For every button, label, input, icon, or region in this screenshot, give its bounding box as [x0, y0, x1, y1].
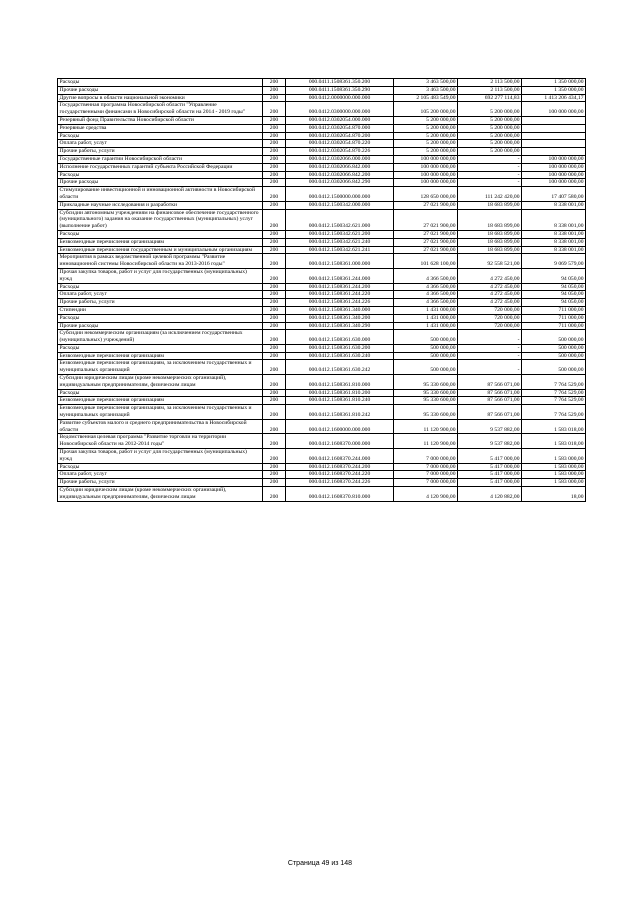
row-executed-cell: 5 200 000,00	[458, 124, 522, 132]
row-executed-cell: -	[458, 344, 522, 352]
table-row	[58, 209, 586, 230]
row-kbk-cell: 000.0412.0302066.842.200	[286, 171, 394, 179]
table-row	[58, 268, 586, 283]
row-code-cell: 200	[263, 352, 286, 360]
row-name-cell: Прочие работы, услуги	[58, 299, 263, 307]
row-approved-cell: 1 431 000,00	[394, 306, 458, 314]
table-row	[58, 360, 586, 375]
row-kbk-cell: 000.0412.1508361.630.000	[286, 330, 394, 345]
row-code-cell: 200	[263, 449, 286, 464]
row-executed-cell: 18 683 899,00	[458, 246, 522, 254]
row-kbk-cell: 000.0412.1508361.000.000	[286, 254, 394, 269]
row-unexecuted-cell	[522, 148, 586, 156]
row-executed-cell: 111 242 420,00	[458, 187, 522, 202]
row-approved-cell: 4 366 500,00	[394, 291, 458, 299]
row-executed-cell: -	[458, 330, 522, 345]
row-kbk-cell: 000.0412.0302066.842.000	[286, 163, 394, 171]
row-unexecuted-cell: 500 000,00	[522, 330, 586, 345]
row-executed-cell: 4 272 450,00	[458, 291, 522, 299]
table-row	[58, 102, 586, 117]
table-row	[58, 405, 586, 420]
row-unexecuted-cell: 711 000,00	[522, 314, 586, 322]
row-kbk-cell: 000.0412.1608370.244.200	[286, 463, 394, 471]
row-kbk-cell: 000.0412.1500342.621.240	[286, 238, 394, 246]
row-executed-cell: 9 537 882,00	[458, 434, 522, 449]
row-name-cell: Развитие субъектов малого и среднего предпринимательства в Новосибирской области	[58, 419, 263, 434]
row-kbk-cell: 000.0412.1608370.244.000	[286, 449, 394, 464]
row-name-cell: Расходы	[58, 314, 263, 322]
table-row	[58, 479, 586, 487]
row-unexecuted-cell: 7 764 529,00	[522, 375, 586, 390]
row-approved-cell: 27 021 900,00	[394, 230, 458, 238]
row-kbk-cell: 000.0412.1500342.621.000	[286, 209, 394, 230]
row-name-cell: Прочие работы, услуги	[58, 479, 263, 487]
row-name-cell: Прочая закупка товаров, работ и услуг для государственных (муниципальных) нужд	[58, 449, 263, 464]
row-unexecuted-cell: 100 000 000,00	[522, 163, 586, 171]
row-executed-cell: 87 566 071,00	[458, 397, 522, 405]
row-unexecuted-cell: 94 050,00	[522, 291, 586, 299]
row-name-cell: Расходы	[58, 463, 263, 471]
row-approved-cell: 95 330 600,00	[394, 389, 458, 397]
row-kbk-cell: 000.0412.1508361.630.242	[286, 360, 394, 375]
row-approved-cell: 5 200 000,00	[394, 116, 458, 124]
row-unexecuted-cell: 18,00	[522, 487, 586, 502]
row-kbk-cell: 000.0412.0302054.870.000	[286, 124, 394, 132]
budget-table-page	[57, 78, 585, 502]
row-name-cell: Другие вопросы в области национальной экономики	[58, 94, 263, 102]
row-code-cell: 200	[263, 268, 286, 283]
row-approved-cell: 1 431 000,00	[394, 314, 458, 322]
row-unexecuted-cell: 100 000 000,00	[522, 155, 586, 163]
row-unexecuted-cell: 94 050,00	[522, 283, 586, 291]
row-name-cell: Субсидии некоммерческим организациям (за исключением государственных (муниципальных) учреждений)	[58, 330, 263, 345]
row-approved-cell: 27 021 900,00	[394, 209, 458, 230]
row-executed-cell: 5 200 000,00	[458, 132, 522, 140]
row-unexecuted-cell: 94 050,00	[522, 299, 586, 307]
row-approved-cell: 11 120 900,00	[394, 434, 458, 449]
row-unexecuted-cell: 17 407 580,00	[522, 187, 586, 202]
row-approved-cell: 11 120 900,00	[394, 419, 458, 434]
row-approved-cell: 4 366 500,00	[394, 268, 458, 283]
row-code-cell: 200	[263, 79, 286, 87]
budget-execution-table	[57, 78, 586, 502]
row-kbk-cell: 000.0412.1508361.244.200	[286, 283, 394, 291]
row-executed-cell: 2 113 500,00	[458, 86, 522, 94]
row-approved-cell: 1 431 000,00	[394, 322, 458, 330]
row-approved-cell: 500 000,00	[394, 360, 458, 375]
row-code-cell: 200	[263, 299, 286, 307]
row-kbk-cell: 000.0412.1500342.000.000	[286, 201, 394, 209]
row-name-cell: Стимулирование инвестиционной и инновационной активности в Новосибирской области	[58, 187, 263, 202]
row-code-cell: 200	[263, 322, 286, 330]
row-executed-cell: -	[458, 360, 522, 375]
row-kbk-cell: 000.0412.1608370.244.226	[286, 479, 394, 487]
row-name-cell: Безвозмездные перечисления организациям, за исключением государственных и муниципальных организаций	[58, 360, 263, 375]
row-unexecuted-cell: 711 000,00	[522, 322, 586, 330]
row-executed-cell: 18 683 899,00	[458, 209, 522, 230]
row-executed-cell: 87 566 071,00	[458, 375, 522, 390]
row-code-cell: 200	[263, 230, 286, 238]
table-row	[58, 344, 586, 352]
row-unexecuted-cell: 1 350 000,00	[522, 79, 586, 87]
row-executed-cell: 87 566 071,00	[458, 389, 522, 397]
row-kbk-cell: 000.0412.1508361.810.200	[286, 389, 394, 397]
table-row	[58, 132, 586, 140]
table-row	[58, 116, 586, 124]
row-unexecuted-cell: 1 583 000,00	[522, 463, 586, 471]
row-approved-cell: 5 200 000,00	[394, 132, 458, 140]
row-unexecuted-cell: 1 413 206 434,17	[522, 94, 586, 102]
row-code-cell: 200	[263, 209, 286, 230]
row-executed-cell: 692 277 114,83	[458, 94, 522, 102]
row-name-cell: Государственные гарантии Новосибирской области	[58, 155, 263, 163]
row-approved-cell: 3 463 500,00	[394, 86, 458, 94]
table-row	[58, 314, 586, 322]
row-name-cell: Исполнение государственных гарантий субъекта Российской Федерации	[58, 163, 263, 171]
table-row	[58, 140, 586, 148]
row-kbk-cell: 000.0412.0302066.842.290	[286, 179, 394, 187]
table-row	[58, 330, 586, 345]
row-name-cell: Оплата работ, услуг	[58, 140, 263, 148]
row-approved-cell: 5 200 000,00	[394, 148, 458, 156]
row-approved-cell: 500 000,00	[394, 344, 458, 352]
table-row	[58, 201, 586, 209]
row-executed-cell: 5 200 000,00	[458, 148, 522, 156]
row-unexecuted-cell: 8 338 001,00	[522, 230, 586, 238]
row-approved-cell: 100 000 000,00	[394, 179, 458, 187]
table-row	[58, 463, 586, 471]
row-kbk-cell: 000.0412.1508361.244.226	[286, 299, 394, 307]
row-approved-cell: 5 200 000,00	[394, 124, 458, 132]
row-kbk-cell: 000.0412.1608370.810.000	[286, 487, 394, 502]
row-unexecuted-cell: 100 000 000,00	[522, 171, 586, 179]
row-executed-cell: 18 683 899,00	[458, 230, 522, 238]
row-executed-cell: 5 200 000,00	[458, 116, 522, 124]
table-row	[58, 283, 586, 291]
row-name-cell: Прочие расходы	[58, 322, 263, 330]
row-kbk-cell: 000.0412.1500342.621.200	[286, 230, 394, 238]
row-code-cell: 200	[263, 140, 286, 148]
row-name-cell: Резервный фонд Правительства Новосибирской области	[58, 116, 263, 124]
row-kbk-cell: 000.0412.0302054.870.200	[286, 132, 394, 140]
table-row	[58, 187, 586, 202]
row-unexecuted-cell: 8 338 001,00	[522, 201, 586, 209]
row-approved-cell: 4 120 900,00	[394, 487, 458, 502]
table-row	[58, 291, 586, 299]
row-code-cell: 200	[263, 179, 286, 187]
row-executed-cell: 4 120 882,00	[458, 487, 522, 502]
row-executed-cell: 4 272 450,00	[458, 268, 522, 283]
table-row	[58, 397, 586, 405]
row-executed-cell: 18 683 899,00	[458, 238, 522, 246]
row-name-cell: Государственная программа Новосибирской области "Управление государственными финансами в Новосибирской области на 2014 - 2019 годы"	[58, 102, 263, 117]
row-approved-cell: 100 000 000,00	[394, 155, 458, 163]
row-executed-cell: 2 113 500,00	[458, 79, 522, 87]
row-executed-cell: 9 537 882,00	[458, 419, 522, 434]
row-name-cell: Прочие расходы	[58, 179, 263, 187]
row-code-cell: 200	[263, 471, 286, 479]
row-code-cell: 200	[263, 102, 286, 117]
row-name-cell: Прикладные научные исследования и разработки	[58, 201, 263, 209]
row-unexecuted-cell: 1 583 000,00	[522, 449, 586, 464]
row-unexecuted-cell: 7 764 529,00	[522, 389, 586, 397]
row-approved-cell: 95 330 600,00	[394, 405, 458, 420]
row-name-cell: Стипендии	[58, 306, 263, 314]
row-kbk-cell: 000.0412.0302054.000.000	[286, 116, 394, 124]
row-kbk-cell: 000.0412.1608370.244.220	[286, 471, 394, 479]
row-unexecuted-cell: 8 338 001,00	[522, 209, 586, 230]
row-code-cell: 200	[263, 375, 286, 390]
row-code-cell: 200	[263, 434, 286, 449]
row-name-cell: Оплата работ, услуг	[58, 471, 263, 479]
table-row	[58, 487, 586, 502]
row-name-cell: Прочие работы, услуги	[58, 148, 263, 156]
row-unexecuted-cell: 94 050,00	[522, 268, 586, 283]
table-row	[58, 299, 586, 307]
row-unexecuted-cell: 100 000 000,00	[522, 179, 586, 187]
row-name-cell: Расходы	[58, 344, 263, 352]
row-approved-cell: 27 021 900,00	[394, 201, 458, 209]
row-kbk-cell: 000.0412.1608370.000.000	[286, 434, 394, 449]
row-name-cell: Расходы	[58, 283, 263, 291]
row-approved-cell: 4 366 500,00	[394, 283, 458, 291]
row-kbk-cell: 000.0411.1508361.350.200	[286, 79, 394, 87]
table-row	[58, 163, 586, 171]
row-unexecuted-cell: 9 069 579,00	[522, 254, 586, 269]
row-executed-cell: 720 000,00	[458, 322, 522, 330]
row-executed-cell: -	[458, 163, 522, 171]
table-row	[58, 238, 586, 246]
row-name-cell: Расходы	[58, 230, 263, 238]
row-code-cell: 200	[263, 94, 286, 102]
row-name-cell: Субсидии юридическим лицам (кроме некоммерческих организаций), индивидуальным предпринимателям, физическим лицам	[58, 487, 263, 502]
row-code-cell: 200	[263, 419, 286, 434]
row-name-cell: Субсидии юридическим лицам (кроме некоммерческих организаций), индивидуальным предпринимателям, физическим лицам	[58, 375, 263, 390]
row-kbk-cell: 000.0412.0302054.870.220	[286, 140, 394, 148]
row-code-cell: 200	[263, 330, 286, 345]
row-approved-cell: 4 366 500,00	[394, 299, 458, 307]
row-executed-cell: 720 000,00	[458, 314, 522, 322]
row-executed-cell: -	[458, 171, 522, 179]
row-unexecuted-cell: 500 000,00	[522, 360, 586, 375]
row-unexecuted-cell: 8 338 001,00	[522, 238, 586, 246]
row-executed-cell: 87 566 071,00	[458, 405, 522, 420]
table-row	[58, 86, 586, 94]
row-kbk-cell: 000.0412.1508361.630.240	[286, 352, 394, 360]
row-name-cell: Субсидии автономным учреждениям на финансовое обеспечение государственного (муниципального) задания на оказание государственных (муниципальных) услуг (выполнение работ)	[58, 209, 263, 230]
row-name-cell: Безвозмездные перечисления организациям	[58, 238, 263, 246]
row-kbk-cell: 000.0412.0300000.000.000	[286, 102, 394, 117]
row-name-cell: Расходы	[58, 171, 263, 179]
row-approved-cell: 128 650 000,00	[394, 187, 458, 202]
table-row	[58, 230, 586, 238]
row-code-cell: 200	[263, 246, 286, 254]
row-kbk-cell: 000.0412.0302066.000.000	[286, 155, 394, 163]
row-name-cell: Ведомственная целевая программа "Развитие торговли на территории Новосибирской области на 2012-2014 годы"	[58, 434, 263, 449]
row-code-cell: 200	[263, 389, 286, 397]
row-code-cell: 200	[263, 238, 286, 246]
row-kbk-cell: 000.0412.1500342.621.241	[286, 246, 394, 254]
row-code-cell: 200	[263, 291, 286, 299]
row-approved-cell: 2 105 483 549,00	[394, 94, 458, 102]
row-name-cell: Мероприятия в рамках ведомственной целевой программы "Развитие инновационной системы Новосибирской области на 2013-2016 годы"	[58, 254, 263, 269]
row-code-cell: 200	[263, 397, 286, 405]
page-footer: Страница 49 из 148	[287, 860, 353, 867]
row-approved-cell: 95 330 600,00	[394, 375, 458, 390]
row-kbk-cell: 000.0412.1508361.810.000	[286, 375, 394, 390]
table-row	[58, 254, 586, 269]
row-executed-cell: 18 683 899,00	[458, 201, 522, 209]
table-row	[58, 322, 586, 330]
row-code-cell: 200	[263, 155, 286, 163]
row-executed-cell: 5 417 000,00	[458, 479, 522, 487]
row-executed-cell: 5 200 000,00	[458, 140, 522, 148]
row-kbk-cell: 000.0412.1508361.244.220	[286, 291, 394, 299]
table-row	[58, 124, 586, 132]
row-approved-cell: 100 000 000,00	[394, 171, 458, 179]
row-code-cell: 200	[263, 124, 286, 132]
row-executed-cell: 4 272 450,00	[458, 283, 522, 291]
table-row	[58, 471, 586, 479]
row-executed-cell: 720 000,00	[458, 306, 522, 314]
row-name-cell: Прочие расходы	[58, 86, 263, 94]
row-kbk-cell: 000.0412.1508361.340.200	[286, 314, 394, 322]
row-unexecuted-cell: 500 000,00	[522, 352, 586, 360]
table-row	[58, 352, 586, 360]
row-approved-cell: 100 000 000,00	[394, 163, 458, 171]
row-executed-cell: 5 200 000,00	[458, 102, 522, 117]
row-executed-cell: -	[458, 179, 522, 187]
row-name-cell: Безвозмездные перечисления организациям, за исключением государственных и муниципальных организаций	[58, 405, 263, 420]
row-name-cell: Безвозмездные перечисления государственным и муниципальным организациям	[58, 246, 263, 254]
row-unexecuted-cell: 500 000,00	[522, 344, 586, 352]
row-executed-cell: 92 558 521,00	[458, 254, 522, 269]
row-unexecuted-cell: 8 338 001,00	[522, 246, 586, 254]
row-code-cell: 200	[263, 479, 286, 487]
row-approved-cell: 3 463 500,00	[394, 79, 458, 87]
row-unexecuted-cell: 1 583 000,00	[522, 471, 586, 479]
row-unexecuted-cell	[522, 116, 586, 124]
row-kbk-cell: 000.0412.1508361.810.240	[286, 397, 394, 405]
row-kbk-cell: 000.0412.1500000.000.000	[286, 187, 394, 202]
row-kbk-cell: 000.0412.1600000.000.000	[286, 419, 394, 434]
row-approved-cell: 7 000 000,00	[394, 463, 458, 471]
row-code-cell: 200	[263, 254, 286, 269]
row-executed-cell: 5 417 000,00	[458, 449, 522, 464]
row-code-cell: 200	[263, 201, 286, 209]
table-row	[58, 389, 586, 397]
row-approved-cell: 27 021 900,00	[394, 246, 458, 254]
table-row	[58, 375, 586, 390]
row-code-cell: 200	[263, 487, 286, 502]
table-body	[58, 79, 586, 502]
table-row	[58, 79, 586, 87]
table-row	[58, 449, 586, 464]
row-code-cell: 200	[263, 344, 286, 352]
row-approved-cell: 500 000,00	[394, 352, 458, 360]
row-kbk-cell: 000.0412.1508361.340.290	[286, 322, 394, 330]
row-name-cell: Безвозмездные перечисления организациям	[58, 352, 263, 360]
row-approved-cell: 95 330 600,00	[394, 397, 458, 405]
table-row	[58, 419, 586, 434]
row-executed-cell: -	[458, 155, 522, 163]
table-row	[58, 179, 586, 187]
row-code-cell: 200	[263, 163, 286, 171]
row-approved-cell: 500 000,00	[394, 330, 458, 345]
table-row	[58, 434, 586, 449]
row-code-cell: 200	[263, 283, 286, 291]
row-code-cell: 200	[263, 314, 286, 322]
row-code-cell: 200	[263, 132, 286, 140]
row-name-cell: Расходы	[58, 132, 263, 140]
table-row	[58, 246, 586, 254]
row-unexecuted-cell: 711 000,00	[522, 306, 586, 314]
row-kbk-cell: 000.0412.1508361.340.000	[286, 306, 394, 314]
table-row	[58, 306, 586, 314]
row-unexecuted-cell: 1 583 000,00	[522, 479, 586, 487]
row-code-cell: 200	[263, 116, 286, 124]
row-unexecuted-cell: 7 764 529,00	[522, 397, 586, 405]
row-approved-cell: 5 200 000,00	[394, 140, 458, 148]
row-kbk-cell: 000.0411.1508361.350.290	[286, 86, 394, 94]
row-code-cell: 200	[263, 86, 286, 94]
row-kbk-cell: 000.0412.1508361.244.000	[286, 268, 394, 283]
table-row	[58, 148, 586, 156]
row-code-cell: 200	[263, 360, 286, 375]
row-unexecuted-cell: 1 583 018,00	[522, 434, 586, 449]
row-unexecuted-cell: 100 000 000,00	[522, 102, 586, 117]
row-name-cell: Расходы	[58, 389, 263, 397]
row-approved-cell: 7 000 000,00	[394, 449, 458, 464]
table-row	[58, 155, 586, 163]
row-approved-cell: 7 000 000,00	[394, 479, 458, 487]
row-unexecuted-cell: 1 583 018,00	[522, 419, 586, 434]
row-executed-cell: 4 272 450,00	[458, 299, 522, 307]
row-approved-cell: 27 021 900,00	[394, 238, 458, 246]
row-code-cell: 200	[263, 171, 286, 179]
row-code-cell: 200	[263, 405, 286, 420]
row-unexecuted-cell: 1 350 000,00	[522, 86, 586, 94]
row-name-cell: Безвозмездные перечисления организациям	[58, 397, 263, 405]
row-name-cell: Прочая закупка товаров, работ и услуг для государственных (муниципальных) нужд	[58, 268, 263, 283]
row-unexecuted-cell	[522, 132, 586, 140]
row-unexecuted-cell: 7 764 529,00	[522, 405, 586, 420]
row-approved-cell: 7 000 000,00	[394, 471, 458, 479]
row-executed-cell: 5 417 000,00	[458, 463, 522, 471]
row-executed-cell: -	[458, 352, 522, 360]
row-code-cell: 200	[263, 306, 286, 314]
row-name-cell: Расходы	[58, 79, 263, 87]
row-kbk-cell: 000.0412.1508361.630.200	[286, 344, 394, 352]
row-executed-cell: 5 417 000,00	[458, 471, 522, 479]
table-row	[58, 94, 586, 102]
row-kbk-cell: 000.0412.0302054.870.226	[286, 148, 394, 156]
row-approved-cell: 101 628 100,00	[394, 254, 458, 269]
row-name-cell: Резервные средства	[58, 124, 263, 132]
row-unexecuted-cell	[522, 140, 586, 148]
table-row	[58, 171, 586, 179]
row-code-cell: 200	[263, 148, 286, 156]
row-kbk-cell: 000.0412.1508361.810.242	[286, 405, 394, 420]
row-kbk-cell: 000.0412.0000000.000.000	[286, 94, 394, 102]
row-name-cell: Оплата работ, услуг	[58, 291, 263, 299]
row-unexecuted-cell	[522, 124, 586, 132]
row-code-cell: 200	[263, 463, 286, 471]
row-code-cell: 200	[263, 187, 286, 202]
row-approved-cell: 105 200 000,00	[394, 102, 458, 117]
